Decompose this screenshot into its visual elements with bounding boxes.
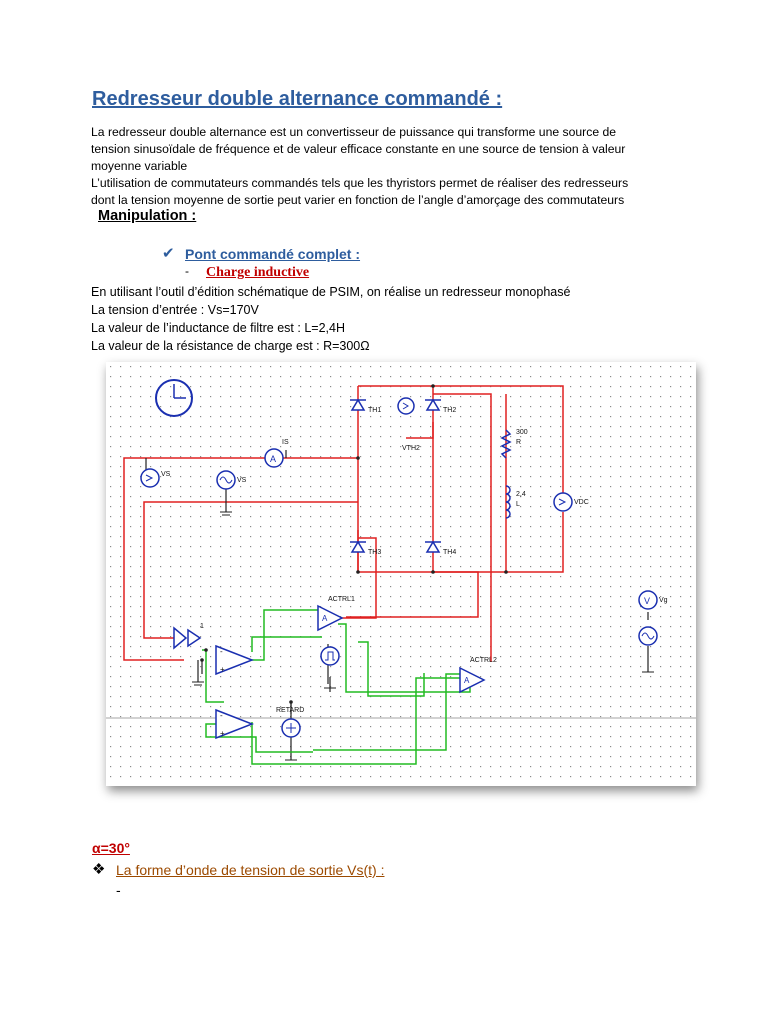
l-name: L bbox=[516, 501, 520, 508]
th4-label: TH4 bbox=[443, 549, 457, 556]
svg-text:-: - bbox=[220, 647, 223, 656]
retard-label: RETARD bbox=[276, 707, 305, 714]
vs-meter-label: VS bbox=[161, 471, 171, 478]
intro-line: dont la tension moyenne de sortie peut varier en fonction de l’angle d’amorçage des commutateurs bbox=[91, 193, 625, 207]
vth2-label: VTH2 bbox=[402, 445, 420, 452]
description-line: La valeur de la résistance de charge est : R=300Ω bbox=[91, 339, 370, 353]
description-line: En utilisant l’outil d’édition schématique de PSIM, on réalise un redresseur monophasé bbox=[91, 285, 571, 299]
svg-text:-: - bbox=[220, 711, 223, 720]
intro-line: L’utilisation de commutateurs commandés tels que les thyristors permet de réaliser des redresseurs bbox=[91, 176, 629, 190]
diamond-bullet-icon: ❖ bbox=[92, 861, 106, 878]
page-title: Redresseur double alternance commandé : bbox=[92, 88, 503, 110]
intro-paragraph bbox=[91, 124, 691, 209]
ammeter-symbol: A bbox=[270, 454, 277, 464]
psim-schematic bbox=[106, 362, 696, 786]
actrl1-label: ACTRL1 bbox=[328, 596, 355, 603]
r-name: R bbox=[516, 439, 522, 446]
checkmark-icon: ✔ bbox=[162, 245, 175, 262]
vs-source-label: VS bbox=[237, 477, 247, 484]
intro-line: moyenne variable bbox=[91, 159, 188, 173]
dash-marker: - bbox=[185, 264, 189, 278]
r-value: 300 bbox=[516, 429, 528, 436]
svg-text:+: + bbox=[220, 729, 225, 738]
vg-symbol: V bbox=[644, 596, 651, 606]
svg-text:A: A bbox=[322, 614, 328, 623]
th1-label: TH1 bbox=[368, 407, 382, 414]
actrl2-label: ACTRL2 bbox=[470, 657, 497, 664]
l-value: 2,4 bbox=[516, 491, 526, 498]
vdc-label: VDC bbox=[574, 499, 589, 506]
manipulation-heading: Manipulation : bbox=[98, 208, 197, 224]
description-line: La valeur de l’inductance de filtre est : L=2,4H bbox=[91, 321, 345, 335]
th2-label: TH2 bbox=[443, 407, 457, 414]
charge-inductive-label: Charge inductive bbox=[206, 265, 310, 280]
vg-label: Vg bbox=[659, 597, 668, 604]
is-label: IS bbox=[282, 439, 289, 446]
description-lines bbox=[91, 283, 570, 355]
th3-label: TH3 bbox=[368, 549, 382, 556]
alpha-value: α=30° bbox=[92, 840, 130, 856]
description-line: La tension d’entrée : Vs=170V bbox=[91, 303, 259, 317]
svg-text:A: A bbox=[464, 676, 470, 685]
intro-line: tension sinusoïdale de fréquence et de valeur efficace constante en une source de tension à valeur bbox=[91, 142, 626, 156]
waveform-heading: La forme d’onde de tension de sortie Vs(t) : bbox=[116, 862, 385, 878]
dash-marker: - bbox=[116, 882, 121, 898]
svg-text:+: + bbox=[220, 665, 225, 674]
subheading-pont-commande: Pont commandé complet : bbox=[185, 246, 361, 262]
gain-label: 1 bbox=[200, 623, 204, 630]
intro-line: La redresseur double alternance est un convertisseur de puissance qui transforme une source de bbox=[91, 125, 617, 139]
